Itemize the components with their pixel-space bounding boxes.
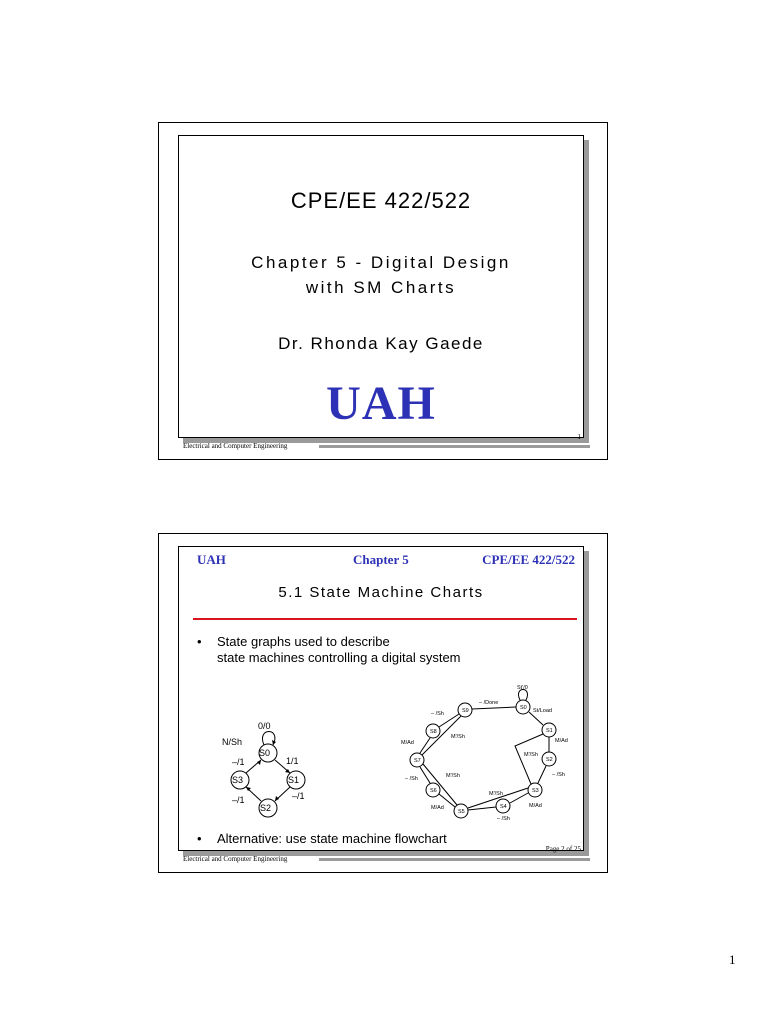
bullet-2-text: Alternative: use state machine flowchart [217, 831, 447, 846]
state-s3: S3 [232, 775, 244, 785]
edge-label-2: N/Sh [222, 737, 243, 747]
header-left: UAH [197, 552, 226, 567]
edge-label-7: M/Ad [529, 803, 542, 809]
header-right: CPE/EE 422/522 [482, 552, 575, 567]
edge-s6-s7 [420, 767, 430, 783]
slide-page-number: Page 2 of 25 [545, 845, 581, 853]
state-graph-small [204, 707, 334, 827]
header-center: Chapter 5 [353, 552, 409, 567]
state-s1: S1 [546, 728, 553, 734]
slide-footer: Electrical and Computer Engineering [183, 442, 288, 450]
slide-title: CPE/EE 422/522 [290, 188, 472, 213]
state-s9: S9 [462, 708, 469, 714]
slide-1-frame [178, 135, 584, 438]
state-s1: S1 [288, 775, 300, 785]
edge-label-1: 0/0 [258, 721, 271, 731]
edge-label-4: –/1 [232, 757, 245, 767]
edge-label-11: – /Sh [405, 776, 418, 782]
bullet-dot-icon: • [197, 831, 202, 846]
edge-label-4: M/Ad [555, 738, 568, 744]
edge-s7-s8 [420, 738, 430, 753]
edge-label-2: – /Done [479, 700, 499, 706]
state-graph-large [391, 682, 576, 822]
state-s4: S4 [500, 804, 507, 810]
slide-subtitle-line-1: Chapter 5 - Digital Design [251, 253, 511, 272]
edge-s2-s3 [538, 766, 546, 783]
edge-label-5: –/1 [232, 795, 245, 805]
state-s6: S6 [430, 788, 437, 794]
slide-subtitle-line-2: with SM Charts [305, 278, 457, 297]
edge-label-10: M/Ad [431, 805, 444, 811]
edge-label-6: – /Sh [552, 772, 565, 778]
edge-label-12: M'/Sh [446, 773, 460, 779]
state-s0: S0 [259, 748, 271, 758]
edge-label-1: St'/0 [517, 685, 528, 691]
footer-bar [319, 858, 590, 861]
slide-footer: Electrical and Computer Engineering [183, 855, 288, 863]
slide-1 [158, 122, 608, 460]
edge-s4-s5 [468, 807, 496, 810]
edge-label-9: M'/Sh [489, 791, 503, 797]
edge-s3-s4 [510, 793, 528, 803]
slide-page-number: 1 [577, 433, 581, 441]
state-s3: S3 [532, 788, 539, 794]
state-s2: S2 [260, 803, 272, 813]
edge-s9-s0 [472, 707, 516, 709]
page-corner-number: 1 [729, 952, 736, 967]
state-s0: S0 [520, 705, 527, 711]
bullet-1-line-2: state machines controlling a digital system [217, 650, 461, 665]
edge-label-15: M'/Sh [451, 734, 465, 740]
state-s7: S7 [414, 758, 421, 764]
state-s8: S8 [430, 729, 437, 735]
edge-label-8: – /Sh [497, 816, 510, 822]
edge-label-6: –/1 [292, 791, 305, 801]
state-s5: S5 [458, 809, 465, 815]
edge-s1-s3 [515, 734, 543, 784]
bullet-1-line-1: State graphs used to describe [217, 634, 390, 649]
slide-author: Dr. Rhonda Kay Gaede [278, 334, 484, 353]
edge-label-13: M/Ad [401, 740, 414, 746]
uah-logo: UAH [326, 377, 436, 430]
slide-title: 5.1 State Machine Charts [278, 584, 484, 601]
slide-2-frame [178, 546, 584, 851]
edge-label-5: M'/Sh [524, 752, 538, 758]
edge-label-3: 1/1 [286, 756, 299, 766]
footer-bar [319, 445, 590, 448]
edge-label-3: St/Load [533, 708, 552, 714]
bullet-dot-icon: • [197, 634, 202, 649]
edge-label-14: – /Sh [431, 711, 444, 717]
title-rule [193, 618, 577, 620]
edge-loop-s0 [518, 690, 527, 701]
slide-2 [158, 533, 608, 873]
state-s2: S2 [546, 757, 553, 763]
